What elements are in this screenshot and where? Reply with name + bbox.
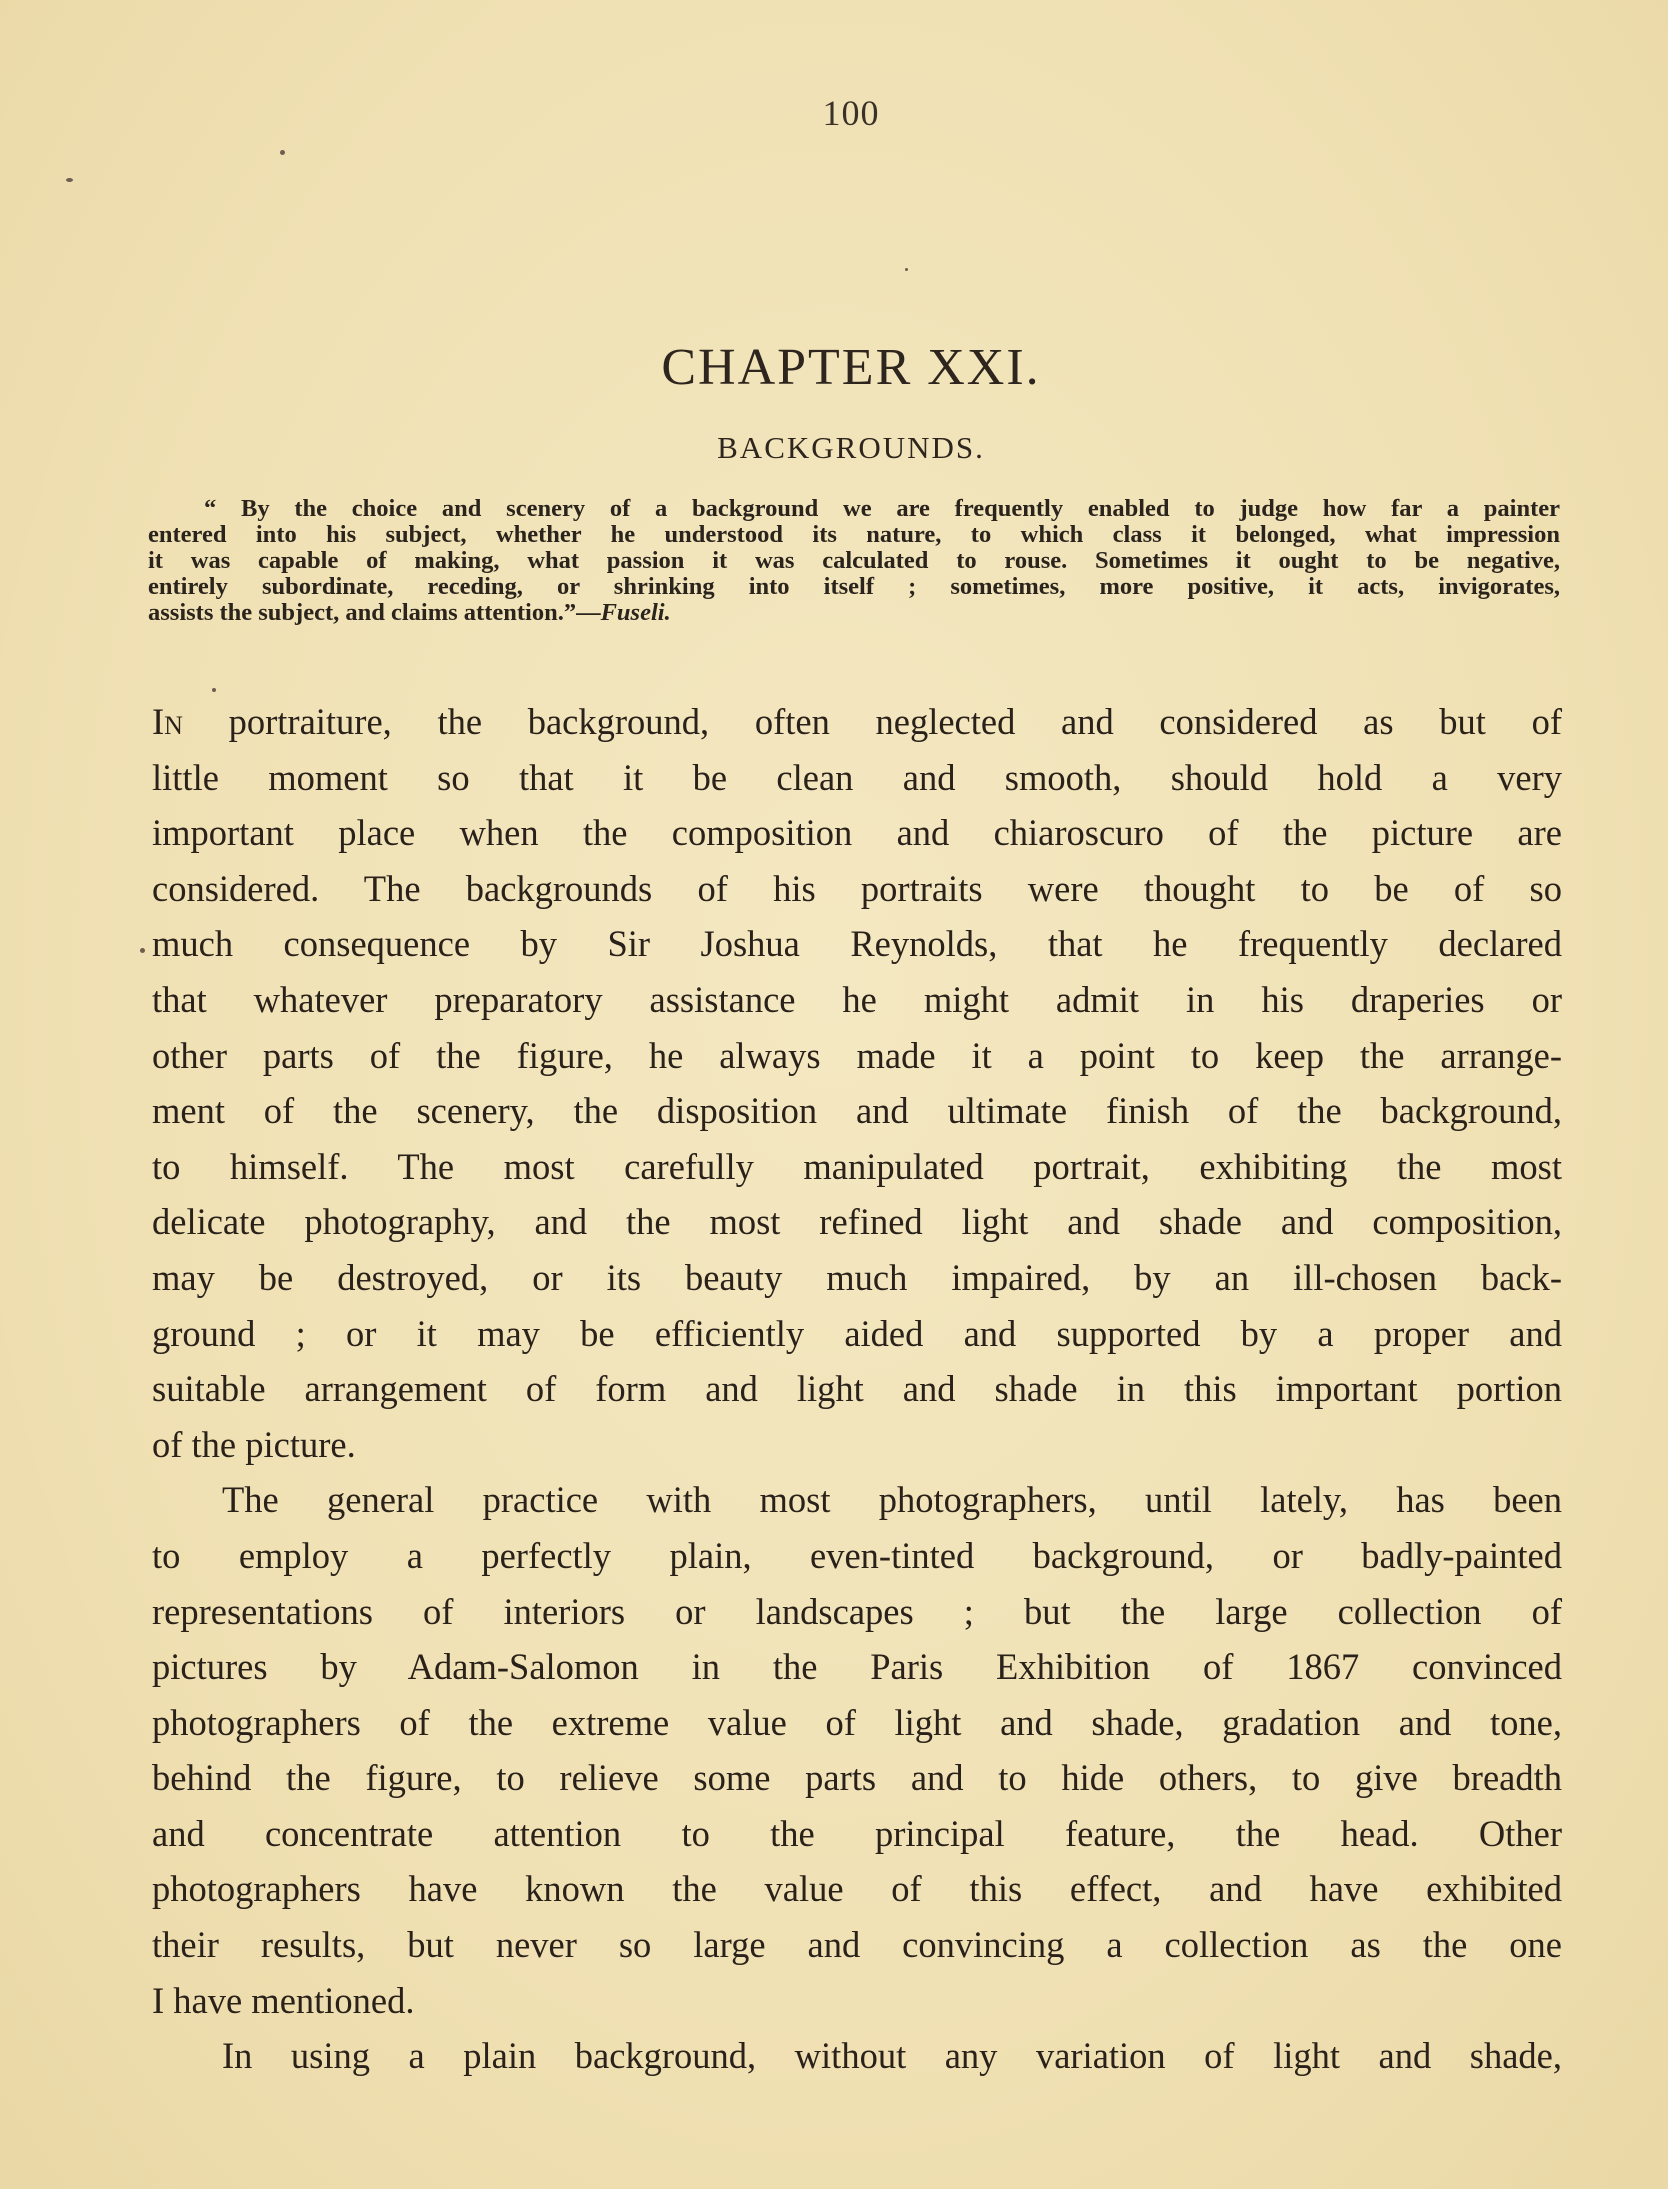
body-line: I have mentioned. [152,1979,415,2021]
epigraph-attribution: Fuseli. [600,599,671,626]
body-line: to himself. The most carefully manipulated portrait, exhibiting the most [152,1145,1562,1187]
body-line: much consequence by Sir Joshua Reynolds, that he frequently declared [152,923,1562,965]
body-line: representations of interiors or landscapes ; but the large collection of [152,1590,1562,1632]
body-line: of the picture. [152,1423,356,1465]
body-line: pictures by Adam-Salomon in the Paris Exhibition of 1867 convinced [152,1646,1562,1688]
body-line: ground ; or it may be efficiently aided and supported by a proper and [152,1312,1562,1354]
print-speck [140,948,145,953]
body-line: other parts of the figure, he always made it a point to keep the arrange- [152,1034,1562,1076]
body-line: to employ a perfectly plain, even-tinted background, or badly-painted [152,1534,1562,1576]
body-line: considered. The backgrounds of his portraits were thought to be of so [152,867,1562,909]
print-speck [66,178,73,182]
print-speck [280,150,285,155]
epigraph-line: entirely subordinate, receding, or shrinking into itself ; sometimes, more positive, it acts, invigorates, [148,573,1560,600]
body-line: photographers have known the value of this effect, and have exhibited [152,1868,1562,1910]
epigraph-line: assists the subject, and claims attention.”— [148,599,601,626]
body-line: important place when the composition and chiaroscuro of the picture are [152,812,1562,854]
print-speck [212,688,216,692]
epigraph-line-last [148,600,1560,626]
body-line: and concentrate attention to the principal feature, the head. Other [152,1812,1562,1854]
body-line: suitable arrangement of form and light and shade in this important portion [152,1368,1562,1410]
body-line: ment of the scenery, the disposition and ultimate finish of the background, [152,1090,1562,1132]
section-title: BACKGROUNDS. [717,430,985,465]
body-line: behind the figure, to relieve some parts and to hide others, to give breadth [152,1757,1562,1799]
epigraph-line: entered into his subject, whether he understood its nature, to which class it belonged, what impression [148,521,1560,548]
body-line: In using a plain background, without any variation of light and shade, [222,2035,1562,2077]
body-line: may be destroyed, or its beauty much impaired, by an ill-chosen back- [152,1256,1562,1298]
body-line: The general practice with most photographers, until lately, has been [222,1479,1562,1521]
page-number: 100 [822,93,880,133]
body-line: their results, but never so large and convincing a collection as the one [152,1924,1562,1966]
body-line: photographers of the extreme value of light and shade, gradation and tone, [152,1701,1562,1743]
body-line: delicate photography, and the most refined light and shade and composition, [152,1201,1562,1243]
epigraph-line: it was capable of making, what passion it was calculated to rouse. Sometimes it ought to be negative, [148,547,1560,574]
opening-word: In [152,701,183,742]
body-line [152,694,1562,750]
body-line-text: portraiture, the background, often neglected and considered as but of [182,701,1562,742]
body-line: little moment so that it be clean and smooth, should hold a very [152,756,1562,798]
epigraph-quote [148,496,1560,626]
body-text [152,694,1562,2084]
body-line: that whatever preparatory assistance he might admit in his draperies or [152,978,1562,1020]
epigraph-line: “ By the choice and scenery of a background we are frequently enabled to judge how far a painter [204,495,1560,522]
print-speck [905,268,908,271]
chapter-title: CHAPTER XXI. [661,339,1041,396]
